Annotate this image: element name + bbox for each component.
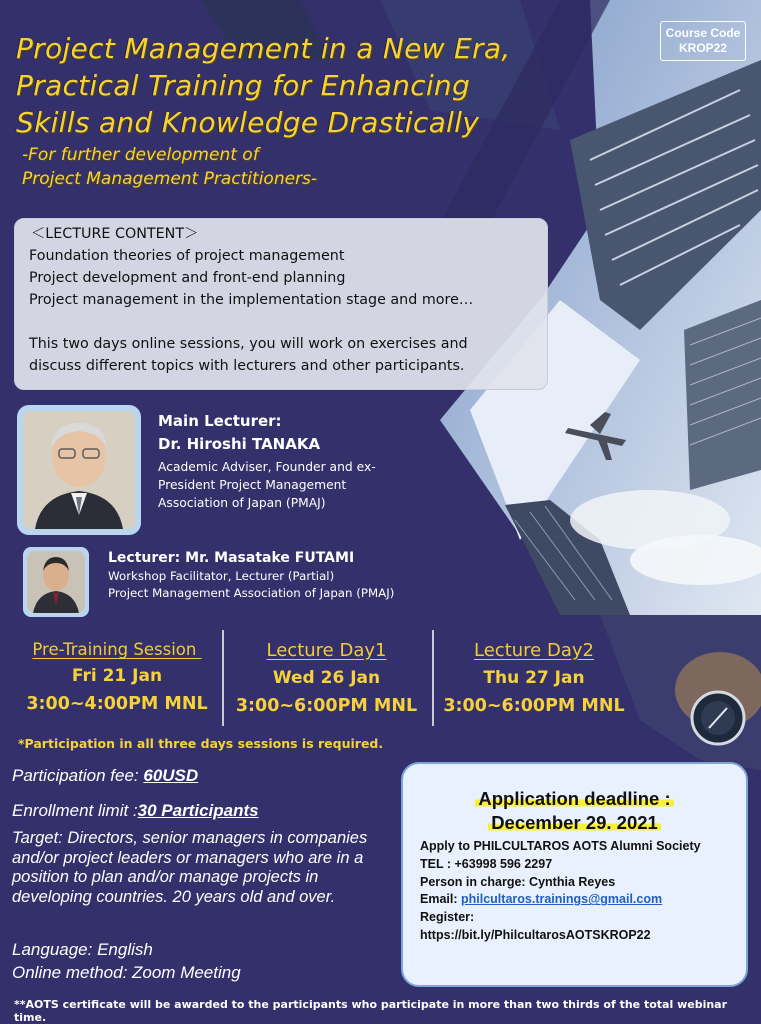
session-date: Thu 27 Jan: [483, 668, 585, 688]
subtitle-line-2: Project Management Practitioners-: [22, 169, 318, 189]
page-title: [16, 30, 616, 141]
session-day1: [224, 637, 429, 721]
lecturer-info: [108, 548, 448, 602]
course-code-badge: [660, 21, 746, 61]
email-label: Email:: [420, 892, 461, 907]
session-pre-training: [14, 637, 220, 719]
target-audience: Target: Directors, senior managers in companies and/or project leaders or managers who are in a position to plan and/or manage projects in developing countries. 20 years old and over.: [12, 829, 368, 906]
title-line-2: Practical Training for Enhancing: [16, 69, 471, 102]
title-line-3: Skills and Knowledge Drastically: [16, 106, 480, 139]
title-line-1: Project Management in a New Era,: [16, 32, 511, 65]
session-label: Lecture Day1: [266, 640, 387, 661]
lecturer-title: Lecturer: Mr. Masatake FUTAMI: [108, 550, 355, 566]
main-lecturer-name: Dr. Hiroshi TANAKA: [158, 435, 321, 453]
language: Language: English: [12, 940, 153, 959]
course-code-value: KROP22: [678, 41, 728, 55]
subtitle-line-1: -For further development of: [22, 145, 259, 165]
certificate-footnote: **AOTS certificate will be awarded to the participants who participate in more than two thirds of the total webinar time.: [14, 998, 728, 1024]
session-label: Lecture Day2: [474, 640, 594, 661]
participation-requirement-note: *Participation in all three days sessions is required.: [18, 736, 384, 751]
application-deadline: [403, 787, 746, 835]
enrollment-limit: [12, 801, 259, 821]
lecture-content-box: [14, 218, 548, 390]
email-line: [420, 891, 740, 909]
fee-value: 60USD: [143, 766, 199, 785]
person-in-charge: Person in charge: Cynthia Reyes: [420, 874, 616, 889]
main-lecturer-info: [158, 410, 458, 512]
application-box: [401, 762, 748, 987]
lecture-description-line: discuss different topics with lecturers and other participants.: [29, 358, 465, 374]
lecturer-photo: [23, 547, 89, 617]
telephone: TEL : +63998 596 2297: [420, 856, 553, 871]
page-subtitle: [22, 143, 442, 191]
application-details: [420, 838, 740, 945]
session-date: Wed 26 Jan: [272, 668, 381, 688]
register-label: Register:: [420, 910, 475, 925]
lecture-content-heading: ＜LECTURE CONTENT＞: [31, 226, 199, 242]
enrollment-label: Enrollment limit :: [12, 801, 138, 820]
email-link[interactable]: philcultaros.trainings@gmail.com: [461, 892, 663, 907]
session-date: Fri 21 Jan: [71, 666, 163, 686]
lecture-item: Project management in the implementation stage and more…: [29, 292, 474, 308]
lecture-item: Foundation theories of project management: [29, 248, 345, 264]
enrollment-value: 30 Participants: [137, 801, 259, 820]
lecturer-line: Project Management Association of Japan (PMAJ): [108, 586, 395, 600]
fee-label: Participation fee:: [12, 766, 144, 785]
apply-to: Apply to PHILCULTAROS AOTS Alumni Society: [420, 839, 701, 853]
main-lecturer-role: Main Lecturer:: [158, 412, 282, 430]
session-time: 3:00~4:00PM MNL: [26, 694, 208, 714]
session-time: 3:00~6:00PM MNL: [443, 696, 625, 716]
session-day2: [434, 637, 634, 721]
deadline-label: Application deadline :: [475, 788, 673, 809]
lecturer-line: Workshop Facilitator, Lecturer (Partial): [108, 569, 335, 583]
session-label: Pre-Training Session: [32, 640, 202, 659]
lecture-description-line: This two days online sessions, you will work on exercises and: [29, 336, 468, 352]
register-link[interactable]: https://bit.ly/PhilcultarosAOTSKROP22: [420, 927, 651, 942]
deadline-date: December 29. 2021: [488, 812, 661, 833]
course-code-label: Course Code: [665, 26, 741, 40]
participation-fee: [12, 766, 198, 786]
main-lecturer-description: Academic Adviser, Founder and ex-President Project Management Association of Japan (PMAJ): [158, 460, 376, 510]
online-method: Online method: Zoom Meeting: [12, 963, 241, 982]
lecture-item: Project development and front-end planning: [29, 270, 346, 286]
main-lecturer-photo: [17, 405, 141, 535]
session-time: 3:00~6:00PM MNL: [235, 696, 418, 716]
